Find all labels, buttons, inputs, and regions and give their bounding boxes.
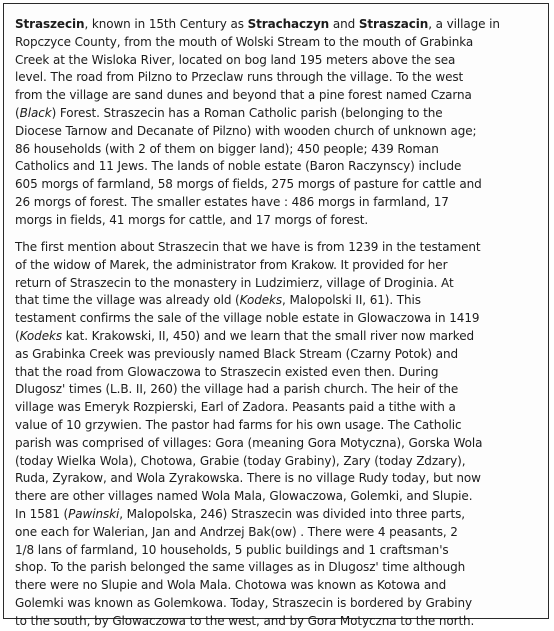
text-line: [15, 52, 543, 70]
bold-text: Straszacin: [358, 17, 429, 31]
text-segment: there were no Slupie and Wola Mala. Chotowa was known as Kotowa and: [15, 578, 447, 593]
text-line: [15, 453, 543, 471]
text-segment: (today Wielka Wola), Chotowa, Grabie (today Grabiny), Zary (today Zdzary),: [15, 453, 466, 468]
text-segment: parish was comprised of villages: Gora (meaning Gora Motyczna), Gorska Wola: [15, 435, 483, 450]
document-frame: [3, 3, 549, 628]
text-line: [15, 158, 543, 176]
text-segment: The first mention about Straszecin that we have is from 1239 in the testament: [15, 240, 481, 254]
text-line: [15, 328, 543, 346]
text-segment: (: [15, 328, 20, 343]
text-line: [15, 470, 543, 488]
italic-text: Kodeks: [19, 328, 62, 343]
text-segment: 1/8 lans of farmland, 10 households, 5 public buildings and 1 craftsman's: [15, 542, 449, 557]
text-segment: , Malopolski II, 61). This: [282, 293, 421, 308]
text-segment: , Malopolska, 246) Straszecin was divided into three parts,: [119, 506, 465, 521]
text-segment: from the village are sand dunes and beyond that a pine forest named Czarna: [15, 88, 472, 103]
text-line: [15, 292, 543, 310]
italic-text: Pawinski: [68, 506, 120, 521]
text-line: [15, 34, 543, 52]
text-line: [15, 105, 543, 123]
text-line: [15, 16, 543, 34]
italic-text: Kodeks: [239, 293, 283, 308]
text-segment: as Grabinka Creek was previously named Black Stream (Czarny Potok) and: [15, 346, 458, 361]
text-segment: value of 10 grzywien. The pastor had farms for his own usage. The Catholic: [15, 417, 462, 432]
text-segment: Catholics and 11 Jews. The lands of noble estate (Baron Raczynscy) include: [15, 159, 462, 174]
text-segment: shop. To the parish belonged the same villages as in Dlugosz' time although: [15, 560, 466, 575]
paragraph-village-history: [15, 239, 543, 631]
text-line: [15, 417, 543, 435]
text-segment: of the widow of Marek, the administrator from Krakow. It provided for her: [15, 257, 448, 272]
text-segment: (: [15, 105, 20, 120]
text-segment: one each for Walerian, Jan and Andrzej Bak(ow) . There were 4 peasants, 2: [15, 524, 458, 539]
text-segment: , known in 15th Century as: [84, 17, 248, 31]
text-line: [15, 364, 543, 382]
text-segment: Creek at the Wisloka River, located on bog land 195 meters above the sea: [15, 52, 456, 67]
bold-text: Strachaczyn: [247, 17, 330, 31]
paragraph-village-description: [15, 16, 543, 230]
text-line: [15, 176, 543, 194]
text-segment: Dlugosz' times (L.B. II, 260) the village had a parish church. The heir of the: [15, 382, 459, 397]
text-segment: Golemki was known as Golemkowa. Today, Straszecin is bordered by Grabiny: [15, 595, 473, 610]
text-line: [15, 212, 543, 230]
text-segment: 605 morgs of farmland, 58 morgs of fields, 275 morgs of pasture for cattle and: [15, 177, 482, 192]
bold-text: Straszecin: [15, 17, 85, 31]
text-segment: that the road from Glowaczowa to Straszecin existed even then. During: [15, 364, 439, 379]
text-line: [15, 577, 543, 595]
text-segment: , a village in: [428, 17, 500, 31]
text-segment: In 1581 (: [15, 506, 69, 521]
text-line: [15, 488, 543, 506]
text-line: [15, 346, 543, 364]
text-segment: Diocese Tarnow and Decanate of Pilzno) with wooden church of unknown age;: [15, 123, 477, 138]
text-segment: there are other villages named Wola Mala, Glowaczowa, Golemki, and Slupie.: [15, 489, 473, 504]
text-segment: Ropczyce County, from the mouth of Wolski Stream to the mouth of Grabinka: [15, 34, 474, 49]
text-line: [15, 194, 543, 212]
text-line: [15, 559, 543, 577]
text-segment: return of Straszecin to the monastery in Ludzimierz, village of Droginia. At: [15, 275, 454, 290]
italic-text: Black: [19, 105, 52, 120]
text-line: [15, 239, 543, 257]
text-line: [15, 257, 543, 275]
text-segment: ) Forest. Straszecin has a Roman Catholic parish (belonging to the: [51, 105, 443, 120]
text-segment: level. The road from Pilzno to Przeclaw runs through the village. To the west: [15, 70, 464, 85]
text-line: [15, 87, 543, 105]
text-line: [15, 69, 543, 87]
text-line: [15, 524, 543, 542]
text-segment: that time the village was already old (: [15, 293, 240, 308]
text-line: [15, 381, 543, 399]
text-segment: morgs in fields, 41 morgs for cattle, and 17 morgs of forest.: [15, 212, 369, 227]
text-line: [15, 141, 543, 159]
text-segment: Ruda, Zyrakow, and Wola Zyrakowska. There is no village Rudy today, but now: [15, 471, 481, 486]
text-segment: 26 morgs of forest. The smaller estates have : 486 morgs in farmland, 17: [15, 194, 449, 209]
text-line: [15, 542, 543, 560]
text-line: [15, 310, 543, 328]
text-line: [15, 595, 543, 613]
text-line: [15, 123, 543, 141]
text-segment: kat. Krakowski, II, 450) and we learn that the small river now marked: [61, 328, 474, 343]
text-line: [15, 506, 543, 524]
text-segment: and: [329, 17, 359, 31]
text-segment: testament confirms the sale of the village noble estate in Glowaczowa in 1419: [15, 311, 480, 326]
text-segment: to the south, by Glowaczowa to the west, and by Gora Motyczna to the north.: [15, 613, 475, 628]
text-segment: 86 households (with 2 of them on bigger land); 450 people; 439 Roman: [15, 141, 439, 156]
text-line: [15, 399, 543, 417]
text-line: [15, 613, 543, 631]
text-line: [15, 435, 543, 453]
text-line: [15, 275, 543, 293]
text-segment: village was Emeryk Rozpierski, Earl of Zadora. Peasants paid a tithe with a: [15, 400, 456, 415]
